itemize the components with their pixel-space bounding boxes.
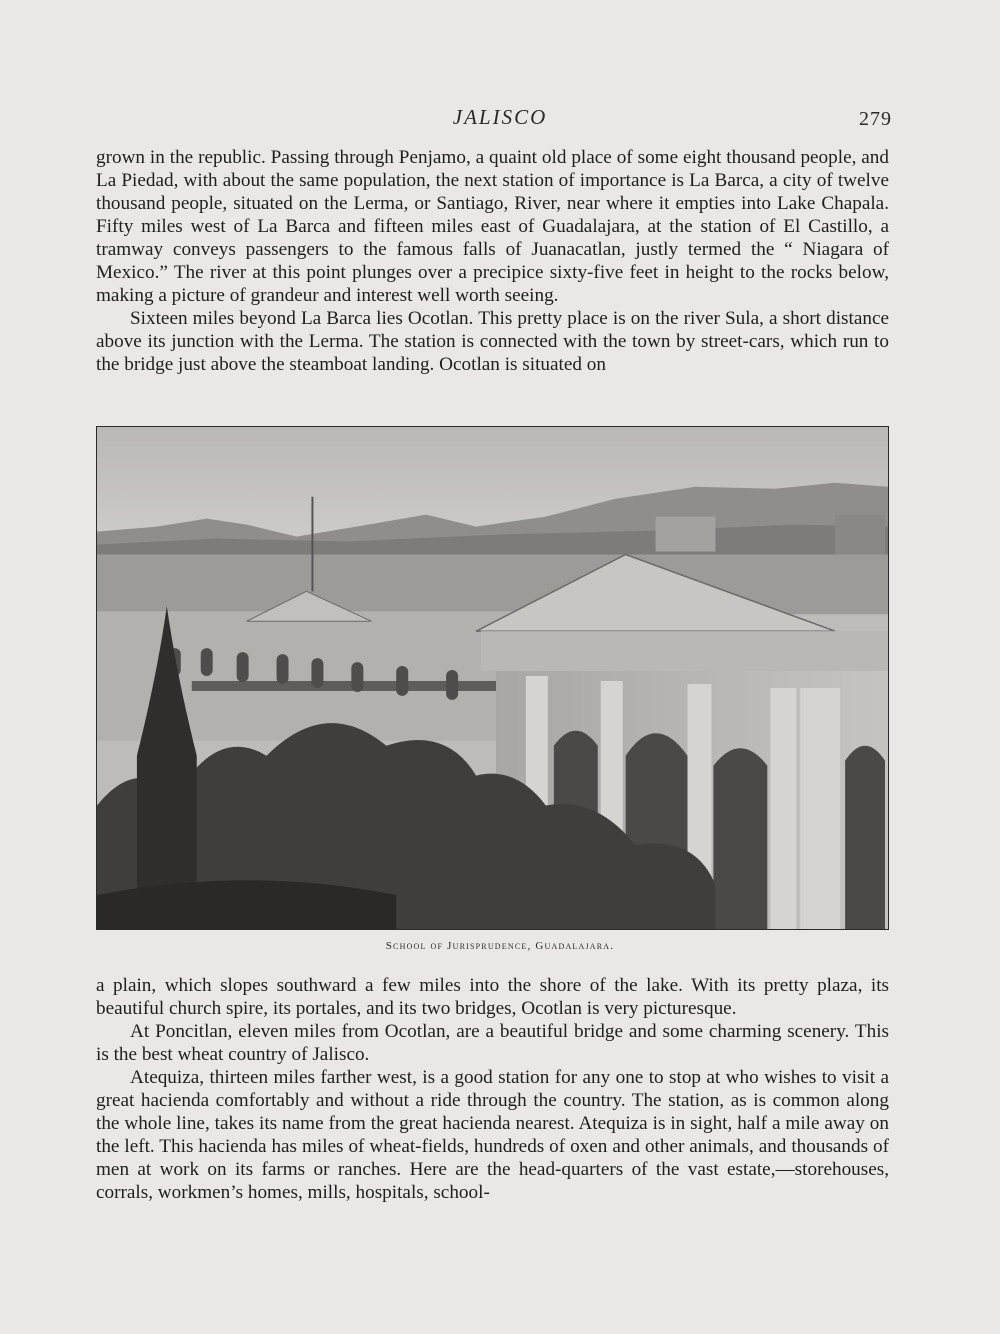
distant-building — [835, 515, 885, 555]
figure-caption: School of Jurisprudence, Guadalajara. — [385, 940, 615, 952]
paragraph: At Poncitlan, eleven miles from Ocotlan, are a beautiful bridge and some charming scenery. This is the best wheat country of Jalisco. — [96, 1021, 889, 1065]
photograph-illustration — [97, 427, 888, 929]
city-rooftops — [97, 554, 888, 614]
page-number: 279 — [859, 108, 892, 130]
paragraph: a plain, which slopes southward a few miles into the shore of the lake. With its pretty plaza, its beautiful church spire, its portales, and its two bridges, Ocotlan is very picturesque. — [96, 975, 889, 1019]
distant-tower — [656, 517, 716, 552]
paragraph: Atequiza, thirteen miles farther west, is a good station for any one to stop at who wishes to visit a great hacienda comfortably and without a ride through the country. The station, as is common along the whole line, takes its name from the great hacienda nearest. Atequiza is in sight, half a mile away on the left. This hacienda has miles of wheat-fields, hundreds of oxen and other animals, and thousands of men at work on its farms or ranches. Here are the head-quarters of the vast estate,—storehouses, corrals, workmen’s homes, mills, hospitals, school- — [96, 1067, 889, 1203]
entablature — [481, 631, 888, 671]
running-title: JALISCO — [452, 105, 548, 129]
photograph-school-of-jurisprudence — [96, 426, 889, 930]
text-block-top — [96, 146, 889, 376]
text-block-bottom — [96, 974, 889, 1204]
paragraph: grown in the republic. Passing through Penjamo, a quaint old place of some eight thousand people, and La Piedad, with about the same population, the next station of importance is La Barca, a city of twelve thousand people, situated on the Lerma, or Santiago, River, near where it empties into Lake Chapala. Fifty miles west of La Barca and fifteen miles east of Guadalajara, at the station of El Castillo, a tramway conveys passengers to the famous falls of Juanacatlan, justly termed the “ Niagara of Mexico.” The river at this point plunges over a precipice sixty-five feet in height to the rocks below, making a picture of grandeur and interest well worth seeing. — [96, 147, 889, 306]
plaza-shrubs — [97, 880, 396, 929]
paragraph: Sixteen miles beyond La Barca lies Ocotlan. This pretty place is on the river Sula, a short distance above its junction with the Lerma. The station is connected with the town by street-cars, which run to the bridge just above the steamboat landing. Ocotlan is situated on — [96, 308, 889, 375]
